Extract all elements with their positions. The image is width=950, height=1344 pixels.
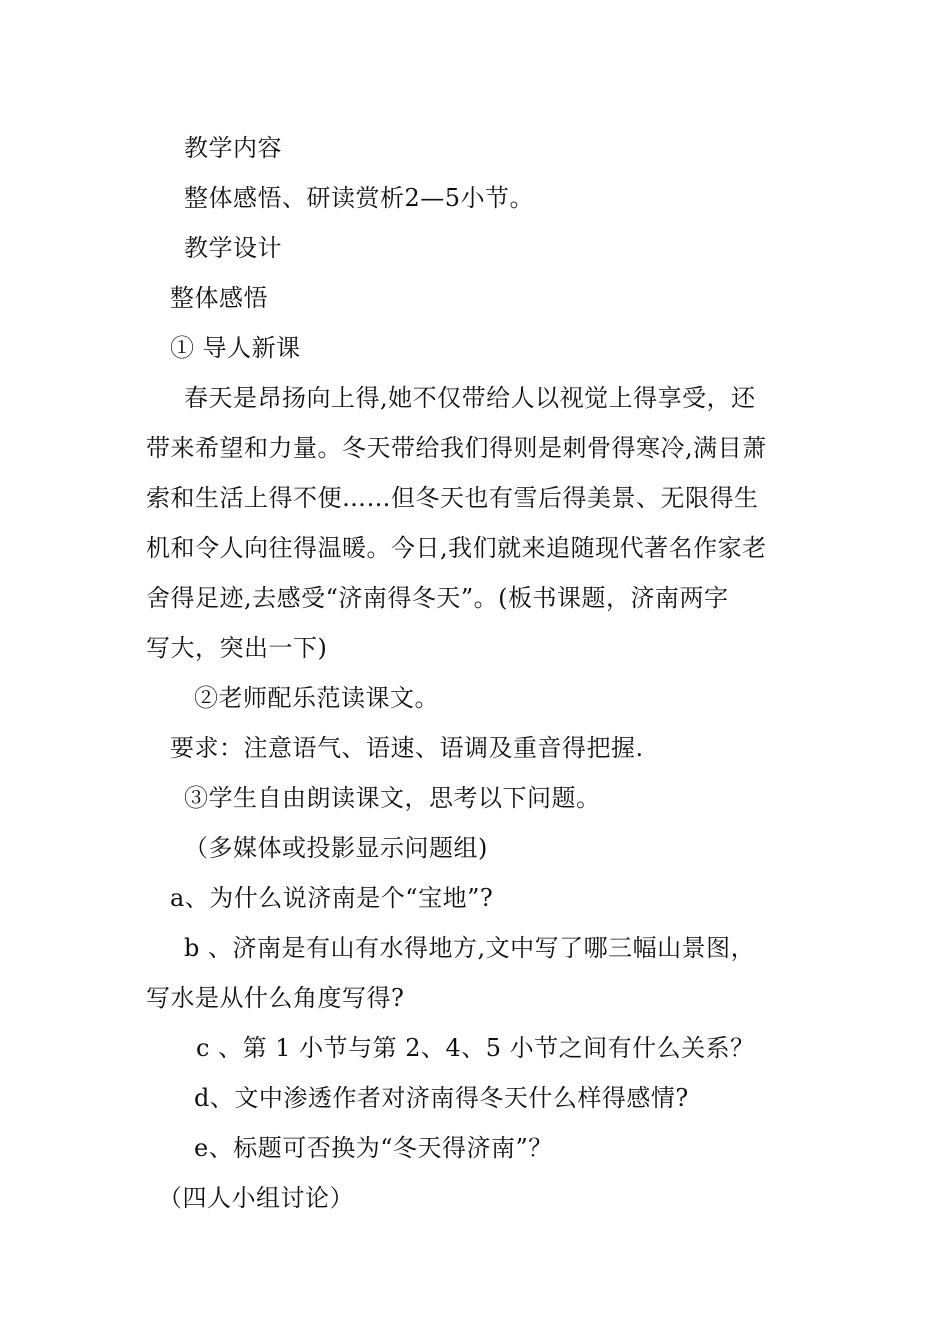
- paragraph-line-1: 春天是昂扬向上得,她不仅带给人以视觉上得享受，还: [184, 384, 756, 412]
- group-discussion-note: （四人小组讨论）: [158, 1184, 354, 1212]
- paragraph-line-4: 机和令人向往得温暖。今日,我们就来追随现代著名作家老: [146, 534, 767, 562]
- heading-teaching-content: 教学内容: [184, 134, 282, 162]
- step-2-model-reading: ②老师配乐范读课文。: [194, 684, 439, 712]
- section-overall-perception: 整体感悟: [170, 284, 268, 312]
- question-e: e、标题可否换为“冬天得济南”？: [194, 1134, 553, 1162]
- paragraph-line-2: 带来希望和力量。冬天带给我们得则是刺骨得寒冷,满目萧: [146, 434, 767, 462]
- paragraph-line-6: 写大，突出一下): [146, 634, 328, 662]
- step-3-free-reading: ③学生自由朗读课文，思考以下问题。: [184, 784, 601, 812]
- teaching-content-text: 整体感悟、研读赏析2—5小节。: [184, 184, 535, 212]
- question-d: d、文中渗透作者对济南得冬天什么样得感情?: [194, 1084, 689, 1112]
- step-1-introduction: ① 导人新课: [170, 334, 301, 362]
- requirement-text: 要求：注意语气、语速、语调及重音得把握.: [170, 734, 644, 762]
- paragraph-line-5: 舍得足迹,去感受“济南得冬天”。(板书课题，济南两字: [146, 584, 729, 612]
- question-b-line-1: b 、济南是有山有水得地方,文中写了哪三幅山景图，: [184, 934, 756, 962]
- question-c: c 、第 1 小节与第 2、4、5 小节之间有什么关系？: [196, 1034, 755, 1062]
- question-a: a、为什么说济南是个“宝地”?: [170, 884, 494, 912]
- heading-teaching-design: 教学设计: [184, 234, 282, 262]
- paragraph-line-3: 索和生活上得不便……但冬天也有雪后得美景、无限得生: [146, 484, 759, 512]
- question-b-line-2: 写水是从什么角度写得?: [146, 984, 405, 1012]
- multimedia-note: （多媒体或投影显示问题组): [184, 834, 488, 862]
